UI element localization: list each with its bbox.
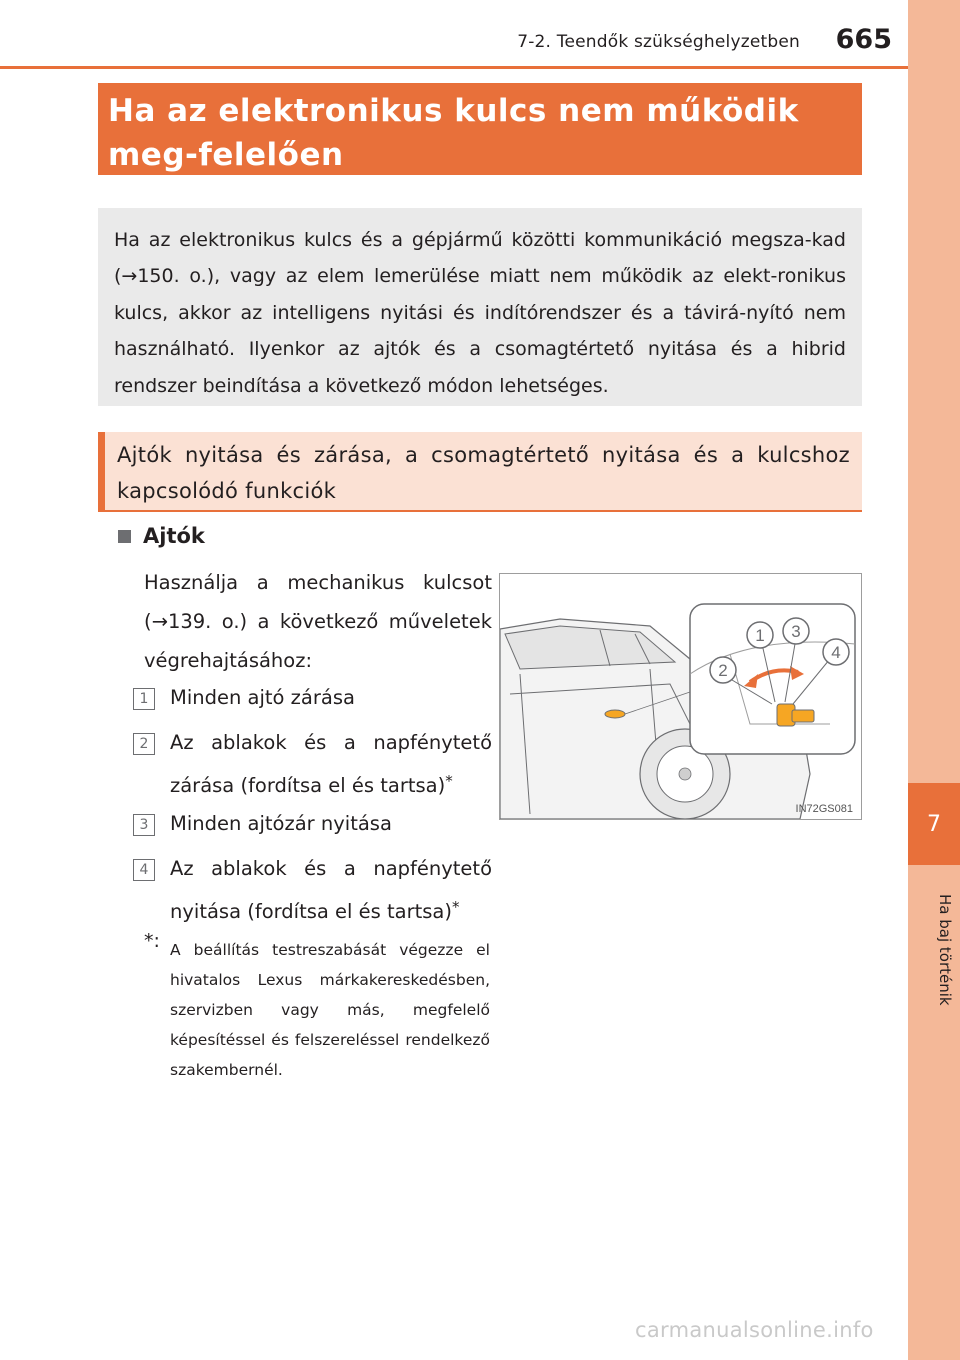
step-text-2	[170, 724, 492, 805]
step-number-2: 2	[133, 733, 155, 755]
step-label: Minden ajtó zárása	[170, 686, 355, 709]
asterisk-mark: *	[445, 772, 453, 790]
step-number-4: 4	[133, 859, 155, 881]
intro-text: Ha az elektronikus kulcs és a gépjármű közötti kommunikáció megsza-kad (→150. o.), vagy az elem lemerülése miatt nem működik az elekt-ronikus kulcs, akkor az intelligens nyitási és indítórendszer és a távirá-nyító nem használható. Ilyenkor az ajtók és a csomagtértető nyitása és a hibrid rendszer beindítása a következő módon lehetséges.	[98, 208, 862, 406]
step-number-1: 1	[133, 688, 155, 710]
step-label: Az ablakok és a napfénytető zárása (fordítsa el és tartsa)	[170, 731, 492, 797]
running-head: 7-2. Teendők szükséghelyzetben	[517, 32, 800, 52]
step-label: Minden ajtózár nyitása	[170, 812, 392, 835]
callout-2-label: 2	[718, 661, 728, 680]
step-text-1	[170, 679, 492, 717]
car-key-illustration	[499, 573, 862, 820]
header-rule	[0, 66, 908, 69]
section-heading	[118, 524, 205, 548]
asterisk-mark: *	[452, 898, 460, 916]
watermark[interactable]: carmanualsonline.info	[635, 1318, 874, 1342]
step-text-4	[170, 850, 492, 931]
footnote-mark: *:	[144, 930, 160, 952]
chapter-number-tab[interactable]: 7	[908, 783, 960, 865]
side-tab-strip	[908, 0, 960, 1360]
callout-4-label: 4	[831, 643, 841, 662]
callout-1-label: 1	[755, 626, 765, 645]
callout-3-label: 3	[791, 622, 801, 641]
page-title: Ha az elektronikus kulcs nem működik meg-felelően	[98, 83, 862, 175]
figure-code: IN72GS081	[795, 803, 853, 815]
page-number: 665	[835, 24, 892, 55]
subsection-title: Ajtók nyitása és zárása, a csomagtértető nyitása és a kulcshoz kapcsolódó funkciók	[98, 432, 862, 512]
step-label: Az ablakok és a napfénytető nyitása (fordítsa el és tartsa)	[170, 857, 492, 923]
footnote: A beállítás testreszabását végezze el hivatalos Lexus márkakereskedésben, szervizben vagy más, megfelelő képesítéssel és felszereléssel rendelkező szakembernél.	[170, 941, 490, 1079]
step-number-3: 3	[133, 814, 155, 836]
chapter-title-tab: Ha baj történik	[936, 894, 954, 1006]
section-intro: Használja a mechanikus kulcsot (→139. o.) a következő műveletek végrehajtásához:	[144, 571, 492, 672]
step-text-3	[170, 805, 492, 843]
square-bullet-icon	[118, 530, 131, 543]
car-door-lock-drawing	[500, 574, 861, 819]
section-heading-text: Ajtók	[143, 524, 205, 548]
